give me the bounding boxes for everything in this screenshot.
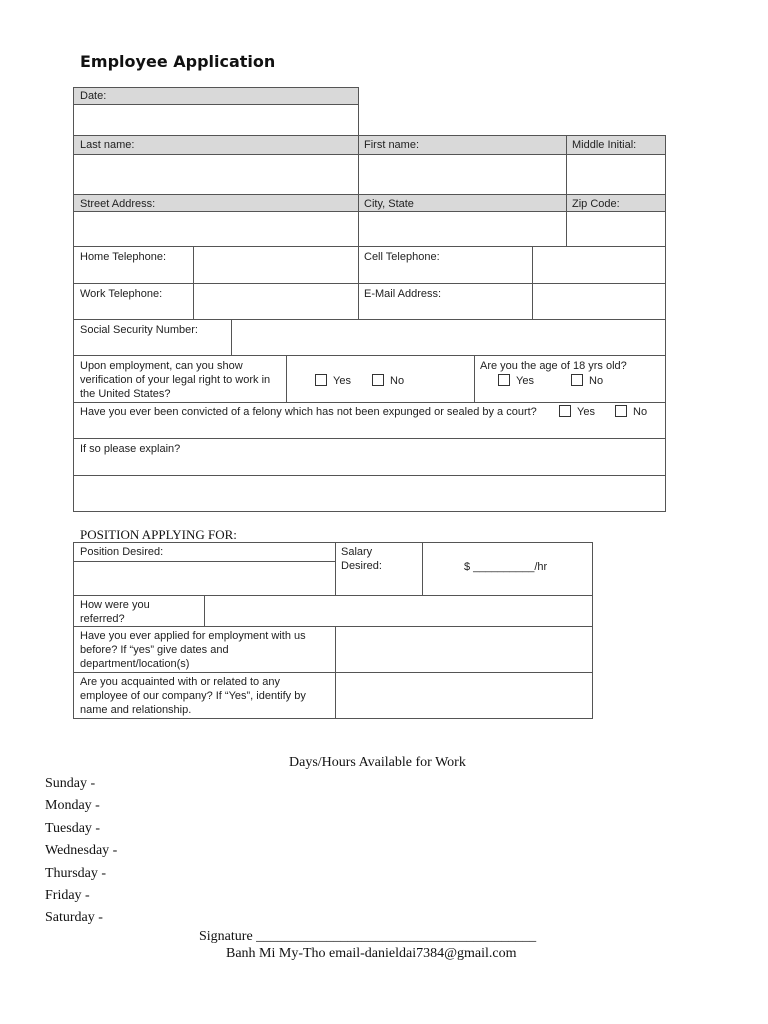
email-address-field[interactable] [533,284,665,319]
position-desired-label: Position Desired: [80,546,164,558]
applied-before-question: Have you ever applied for employment with us before? If “yes” give dates and department/location(s) [80,630,306,670]
felony-no-checkbox[interactable] [615,405,627,417]
ssn-label: Social Security Number: [80,324,198,336]
first-name-field[interactable] [359,155,566,194]
referred-label: How were you referred? [80,599,150,625]
day-saturday: Saturday - [45,910,103,926]
legal-right-no-checkbox[interactable] [372,374,384,386]
acquainted-question: Are you acquainted with or related to any employee of our company? If “Yes”, identify by name and relationship. [80,676,306,716]
legal-right-no-option[interactable]: No [372,374,404,388]
applied-before-field[interactable] [336,627,592,672]
middle-initial-label: Middle Initial: [572,139,637,151]
salary-desired-label: Salary Desired: [341,546,382,572]
day-tuesday: Tuesday - [45,820,101,836]
city-state-label: City, State [364,198,414,210]
felony-yes-checkbox[interactable] [559,405,571,417]
last-name-label: Last name: [80,139,135,151]
availability-heading: Days/Hours Available for Work [289,755,466,770]
street-address-label: Street Address: [80,198,156,210]
legal-right-yes-checkbox[interactable] [315,374,327,386]
form-title: Employee Application [80,52,276,71]
day-thursday: Thursday - [45,865,107,881]
age-yes-option[interactable]: Yes [498,374,534,388]
day-wednesday: Wednesday - [45,843,118,859]
middle-initial-field[interactable] [567,155,665,194]
signature-line[interactable]: Signature ________________________________________ [199,929,537,944]
felony-no-option[interactable]: No [615,405,647,419]
age-yes-checkbox[interactable] [498,374,510,386]
referred-field[interactable] [205,596,592,626]
availability-days-list [45,773,117,930]
legal-right-question: Upon employment, can you show verification of your legal right to work in the United States? [80,360,271,400]
explain-field[interactable] [74,476,665,511]
age-no-checkbox[interactable] [571,374,583,386]
city-state-field[interactable] [359,212,566,246]
acquainted-field[interactable] [336,673,592,718]
work-telephone-label: Work Telephone: [80,288,163,300]
position-heading: POSITION APPLYING FOR: [80,527,237,542]
first-name-label: First name: [364,139,420,151]
work-telephone-field[interactable] [194,284,358,319]
legal-right-yes-option[interactable]: Yes [315,374,351,388]
day-friday: Friday - [45,888,90,904]
date-header [74,87,358,104]
home-telephone-label: Home Telephone: [80,251,167,263]
day-sunday: Sunday - [45,776,96,791]
position-desired-field[interactable] [74,562,335,595]
date-label: Date: [80,90,107,102]
contact-info: Banh Mi My-Tho email-danieldai7384@gmail.com [226,946,517,961]
felony-yes-option[interactable]: Yes [559,405,595,419]
felony-question: Have you ever been convicted of a felony which has not been expunged or sealed by a court? [80,406,537,418]
age-no-option[interactable]: No [571,374,603,388]
date-field[interactable] [74,105,358,135]
last-name-field[interactable] [74,155,358,194]
ssn-field[interactable] [232,320,665,355]
email-address-label: E-Mail Address: [364,288,442,300]
cell-telephone-field[interactable] [533,247,665,283]
age-question: Are you the age of 18 yrs old? [480,360,627,372]
zip-code-field[interactable] [567,212,665,246]
street-address-field[interactable] [74,212,358,246]
salary-value-field[interactable]: $ __________/hr [464,561,548,573]
explain-label: If so please explain? [80,443,181,455]
cell-telephone-label: Cell Telephone: [364,251,440,263]
home-telephone-field[interactable] [194,247,358,283]
day-monday: Monday - [45,798,100,814]
zip-code-label: Zip Code: [572,198,620,210]
